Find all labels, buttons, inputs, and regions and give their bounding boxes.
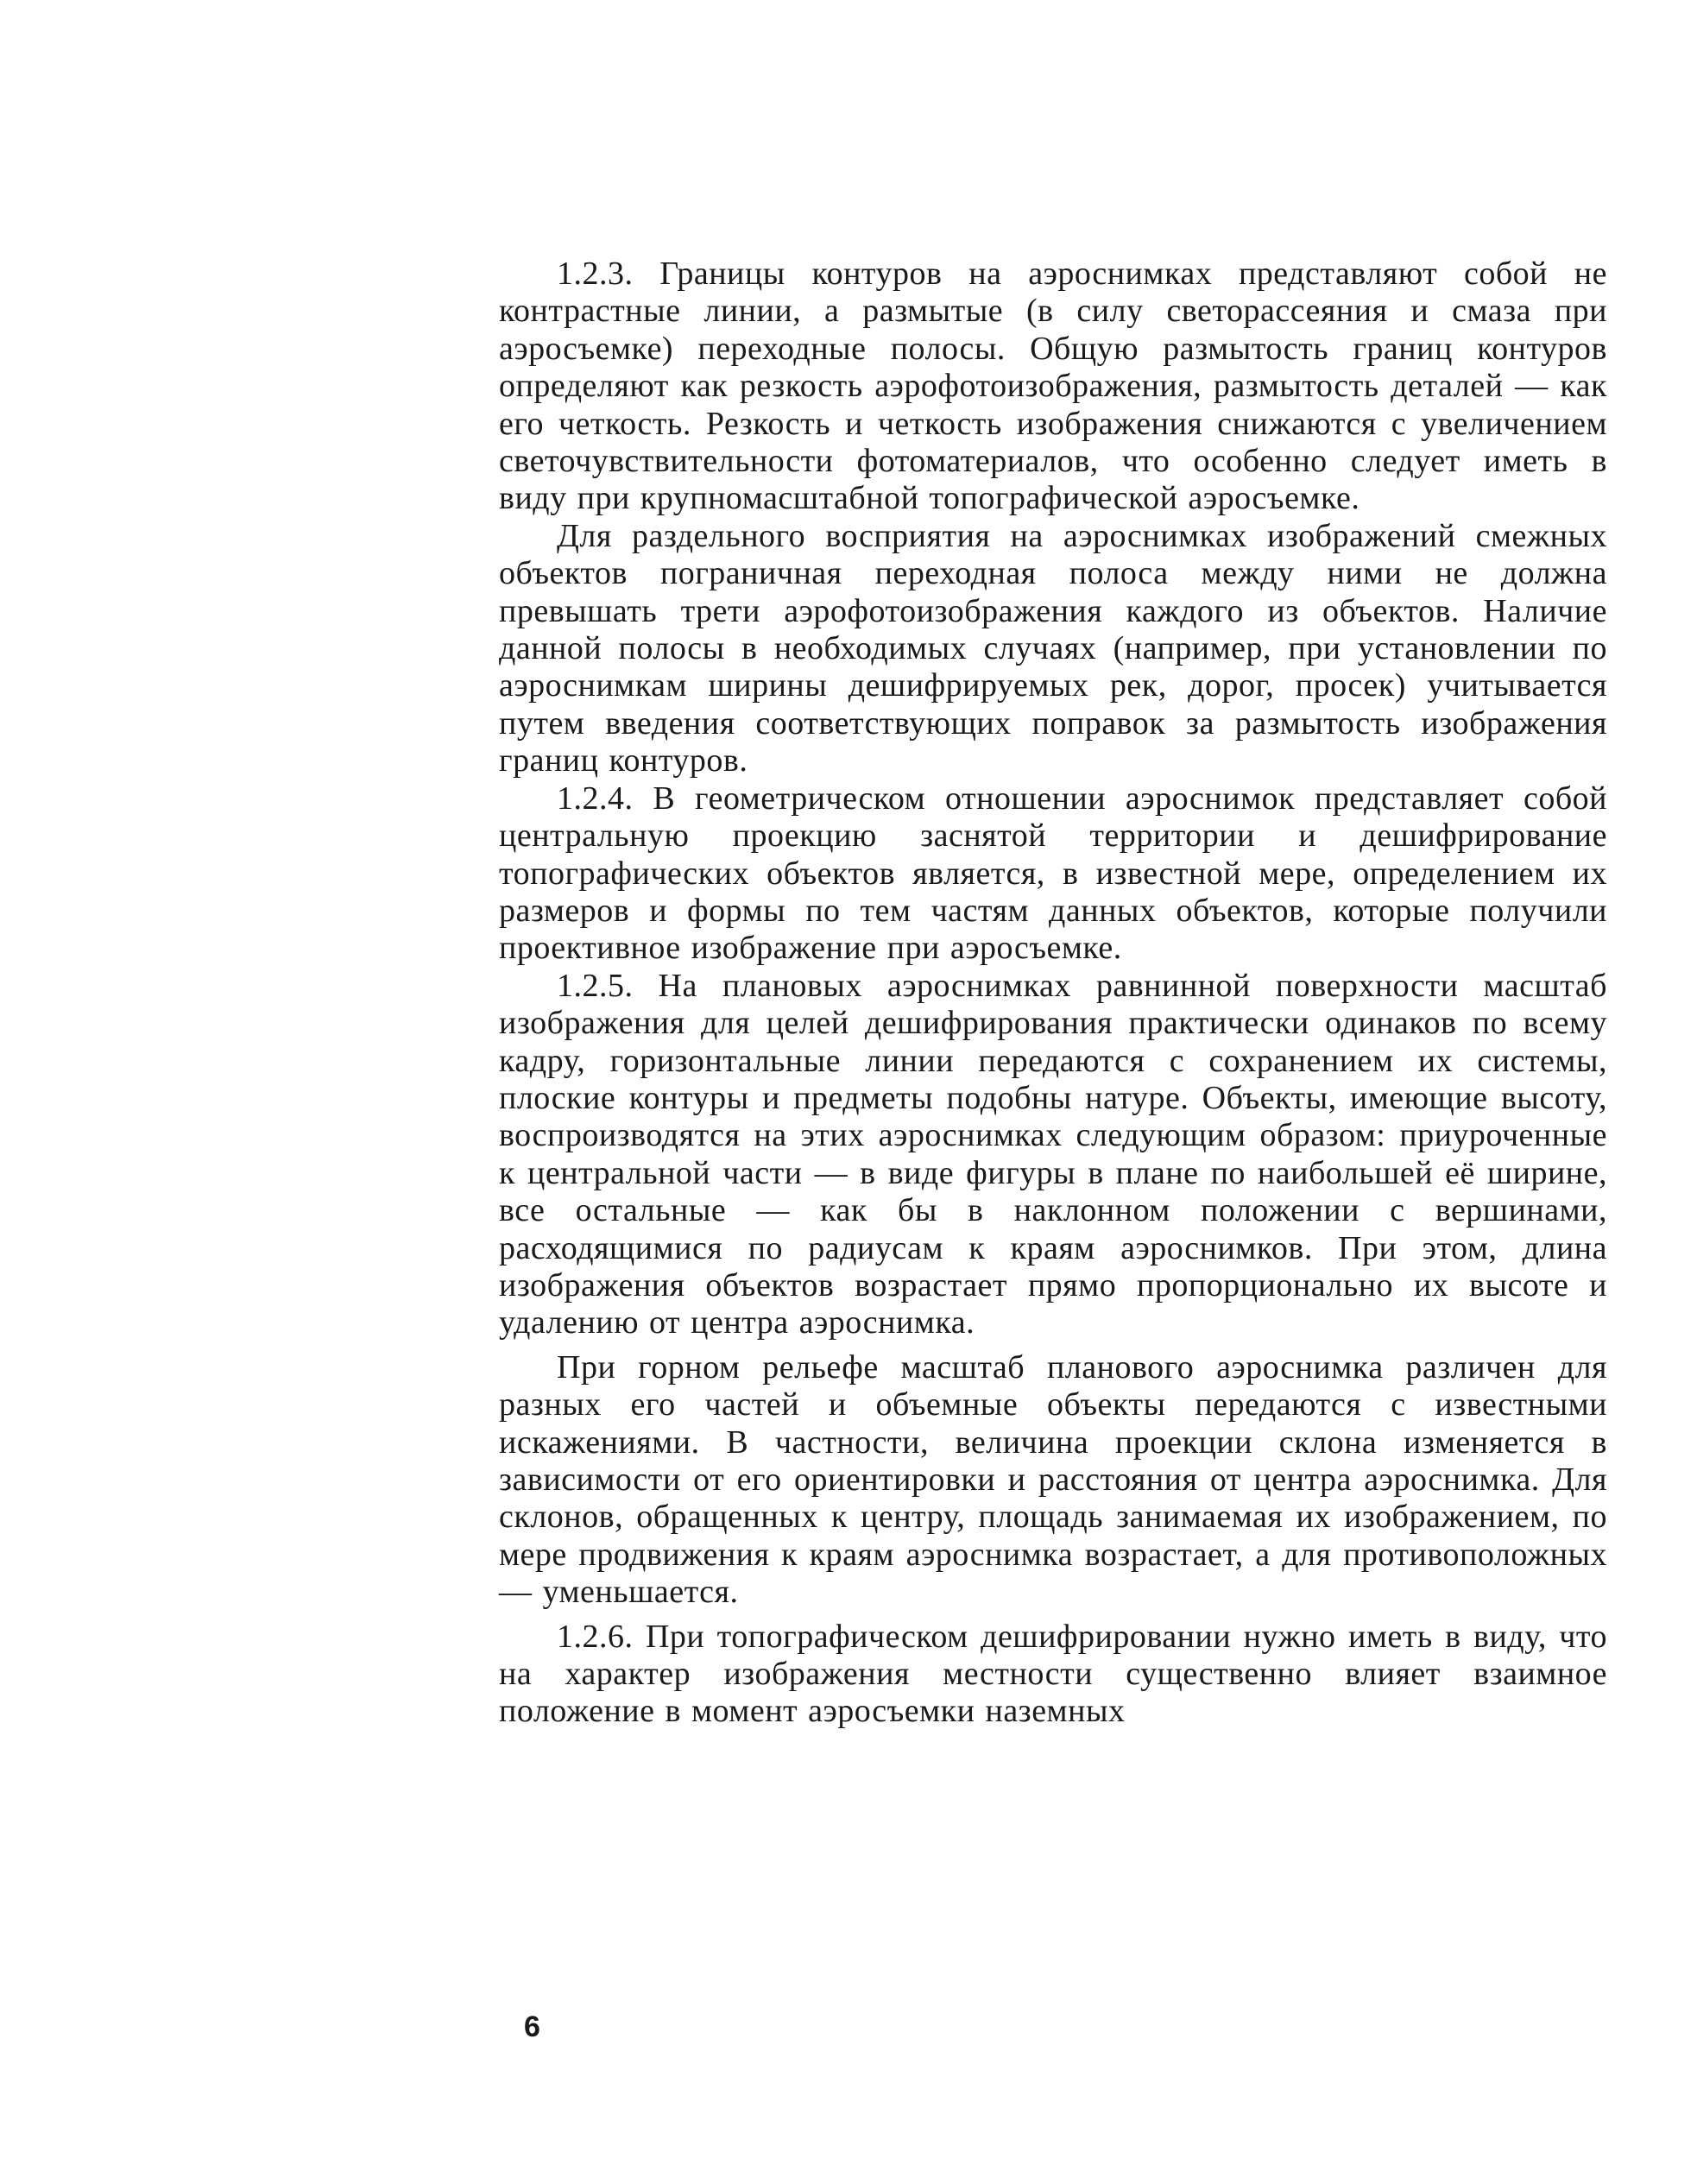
paragraph-adjacent-objects: Для раздельного восприятия на аэроснимках изображений смежных объектов пограничная переходная полоса между ними не должна превышать трети аэрофотоизображения каждого из объектов. Наличие данной полосы в необходимых случаях (например, при установлении по аэроснимкам ширины дешифрируемых рек, дорог, просек) учитывается путем введения соответствующих поправок за размытость изображения границ контуров. <box>499 517 1607 780</box>
body-text <box>499 256 1607 1731</box>
paragraph-1-2-3: 1.2.3. Границы контуров на аэроснимках представляют собой не контрастные линии, а размытые (в силу светорассеяния и смаза при аэросъемке) переходные полосы. Общую размытость границ контуров определяют как резкость аэрофотоизображения, размытость деталей — как его четкость. Резкость и четкость изображения снижаются с увеличением светочувствительности фотоматериалов, что особенно следует иметь в виду при крупномасштабной топографической аэросъемке. <box>499 256 1607 517</box>
page-number: 6 <box>524 2010 540 2043</box>
paragraph-1-2-5: 1.2.5. На плановых аэроснимках равнинной поверхности масштаб изображения для целей дешифрирования практически одинаков по всему кадру, горизонтальные линии передаются с сохранением их системы, плоские контуры и предметы подобны натуре. Объекты, имеющие высоту, воспроизводятся на этих аэроснимках следующим образом: приуроченные к центральной части — в виде фигуры в плане по наибольшей её ширине, все остальные — как бы в наклонном положении с вершинами, расходящимися по радиусам к краям аэроснимков. При этом, длина изображения объектов возрастает прямо пропорционально их высоте и удалению от центра аэроснимка. <box>499 967 1607 1341</box>
paragraph-1-2-4: 1.2.4. В геометрическом отношении аэроснимок представляет собой центральную проекцию заснятой территории и дешифрирование топографических объектов является, в известной мере, определением их размеров и формы по тем частям данных объектов, которые получили проективное изображение при аэросъемке. <box>499 780 1607 967</box>
paragraph-mountain-relief: При горном рельефе масштаб планового аэроснимка различен для разных его частей и объемные объекты передаются с известными искажениями. В частности, величина проекции склона изменяется в зависимости от его ориентировки и расстояния от центра аэроснимка. Для склонов, обращенных к центру, площадь занимаемая их изображением, по мере продвижения к краям аэроснимка возрастает, а для противоположных — уменьшается. <box>499 1348 1607 1611</box>
paragraph-1-2-6: 1.2.6. При топографическом дешифрировании нужно иметь в виду, что на характер изображения местности существенно влияет взаимное положение в момент аэросъемки наземных <box>499 1618 1607 1730</box>
